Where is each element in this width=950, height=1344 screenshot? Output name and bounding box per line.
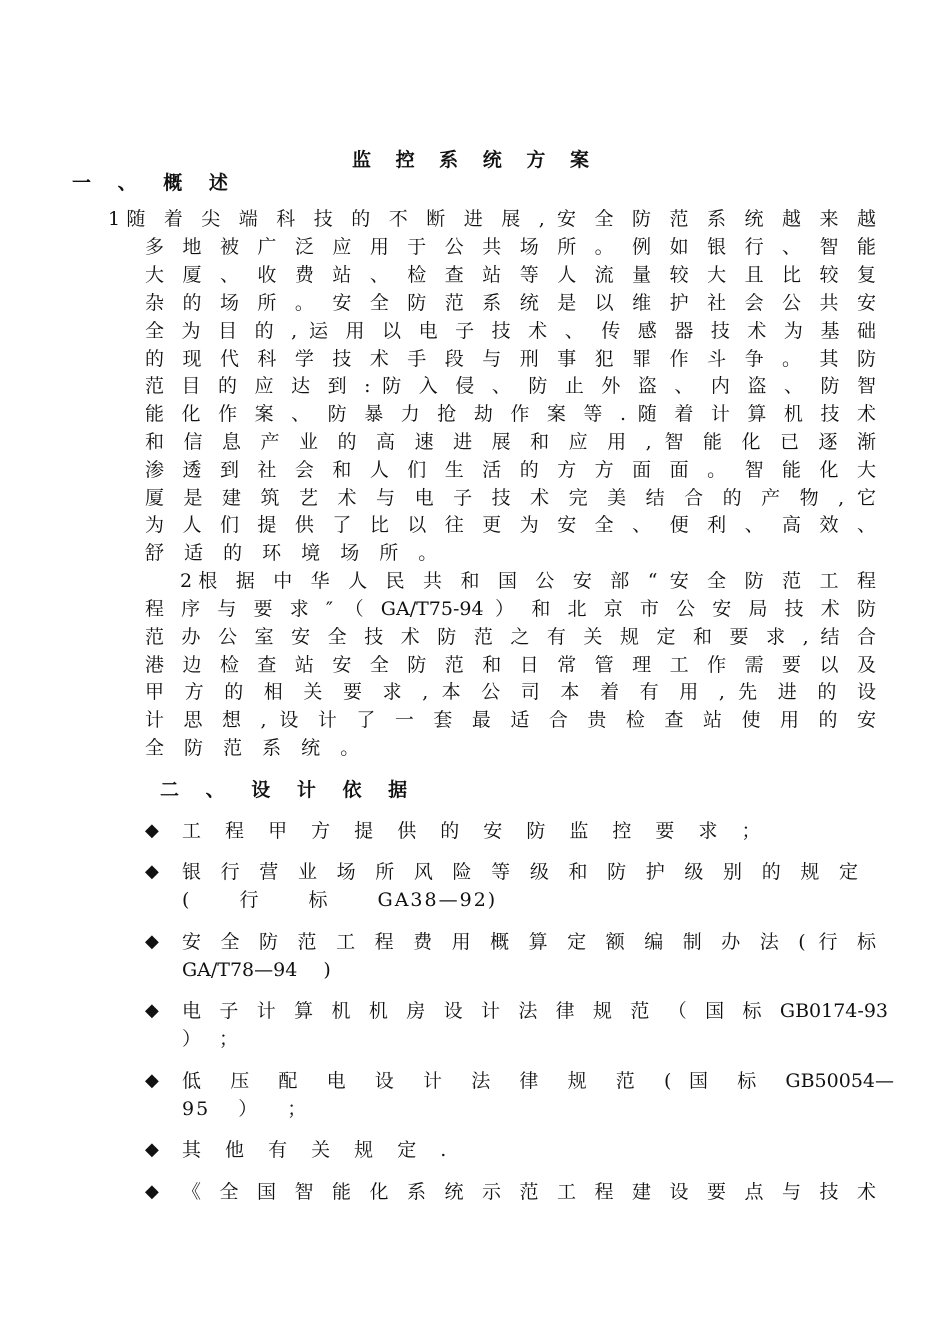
page-title: 监 控 系 统 方 案	[351, 149, 599, 171]
section-heading-overview: 一 、 概 述	[72, 172, 238, 194]
paragraph-line: 全 为 目 的 , 运 用 以 电 子 技 术 、 传 感 器 技 术 为 基 础	[145, 320, 876, 342]
paragraph-line: 和 信 息 产 业 的 高 速 进 展 和 应 用 , 智 能 化 已 逐 渐	[145, 431, 876, 453]
bullet-item-line: ( 行 标 GA38—92)	[182, 889, 498, 911]
bullet-item-line: 电 子 计 算 机 机 房 设 计 法 律 规 范 （ 国 标 GB0174-93	[182, 1000, 888, 1022]
bullet-item-line: GA/T78—94 )	[182, 959, 331, 981]
paragraph-line: 计 思 想 , 设 计 了 一 套 最 适 合 贵 检 查 站 使 用 的 安	[145, 709, 876, 731]
paragraph-line: 甲 方 的 相 关 要 求 , 本 公 司 本 着 有 用 , 先 进 的 设	[145, 681, 876, 703]
bullet-item-line: 银 行 营 业 场 所 风 险 等 级 和 防 护 级 别 的 规 定	[182, 861, 858, 883]
diamond-bullet-icon: ◆	[145, 1070, 159, 1091]
paragraph-line: 2根 据 中 华 人 民 共 和 国 公 安 部 “ 安 全 防 范 工 程	[180, 570, 876, 592]
paragraph-line: 能 化 作 案 、 防 暴 力 抢 劫 作 案 等 . 随 着 计 算 机 技 术	[145, 403, 876, 425]
paragraph-line: 的 现 代 科 学 技 术 手 段 与 刑 事 犯 罪 作 斗 争 。 其 防	[145, 348, 876, 370]
paragraph-line: 渗 透 到 社 会 和 人 们 生 活 的 方 方 面 面 。 智 能 化 大	[145, 459, 876, 481]
bullet-item-line: 低 压 配 电 设 计 法 律 规 范 ( 国 标 GB50054—	[182, 1070, 894, 1092]
paragraph-line: 港 边 检 查 站 安 全 防 范 和 日 常 管 理 工 作 需 要 以 及	[145, 654, 876, 676]
paragraph-line: 舒 适 的 环 境 场 所 。	[145, 542, 445, 564]
paragraph-line: 杂 的 场 所 。 安 全 防 范 系 统 是 以 维 护 社 会 公 共 安	[145, 292, 876, 314]
paragraph-line: 程 序 与 要 求 ″ （ GA/T75-94 ） 和 北 京 市 公 安 局 技 术 防	[145, 598, 876, 620]
diamond-bullet-icon: ◆	[145, 1000, 159, 1021]
paragraph-line: 范 办 公 室 安 全 技 术 防 范 之 有 关 规 定 和 要 求 , 结 合	[145, 626, 876, 648]
diamond-bullet-icon: ◆	[145, 1181, 159, 1202]
paragraph-line: 大 厦 、 收 费 站 、 检 查 站 等 人 流 量 较 大 且 比 较 复	[145, 264, 876, 286]
paragraph-line: 全 防 范 系 统 。	[145, 737, 367, 759]
bullet-item-line: ） ；	[182, 1028, 245, 1050]
paragraph-line: 1随 着 尖 端 科 技 的 不 断 进 展 , 安 全 防 范 系 统 越 来 越	[108, 208, 876, 230]
bullet-item-line: 安 全 防 范 工 程 费 用 概 算 定 额 编 制 办 法 ( 行 标	[182, 931, 876, 953]
bullet-item-line: 其 他 有 关 规 定 .	[182, 1139, 456, 1161]
diamond-bullet-icon: ◆	[145, 1139, 159, 1160]
section-heading-design-basis: 二 、 设 计 依 据	[160, 779, 418, 801]
diamond-bullet-icon: ◆	[145, 861, 159, 882]
diamond-bullet-icon: ◆	[145, 931, 159, 952]
bullet-item-line: 《 全 国 智 能 化 系 统 示 范 工 程 建 设 要 点 与 技 术	[182, 1181, 876, 1203]
paragraph-line: 为 人 们 提 供 了 比 以 往 更 为 安 全 、 便 利 、 高 效 、	[145, 514, 876, 536]
paragraph-line: 厦 是 建 筑 艺 术 与 电 子 技 术 完 美 结 合 的 产 物 , 它	[145, 487, 876, 509]
bullet-item-line: 工 程 甲 方 提 供 的 安 防 监 控 要 求 ；	[182, 820, 770, 842]
paragraph-line: 多 地 被 广 泛 应 用 于 公 共 场 所 。 例 如 银 行 、 智 能	[145, 236, 876, 258]
bullet-item-line: 95 ） ；	[182, 1098, 309, 1120]
paragraph-line: 范 目 的 应 达 到 : 防 入 侵 、 防 止 外 盗 、 内 盗 、 防 智	[145, 375, 876, 397]
diamond-bullet-icon: ◆	[145, 820, 159, 841]
